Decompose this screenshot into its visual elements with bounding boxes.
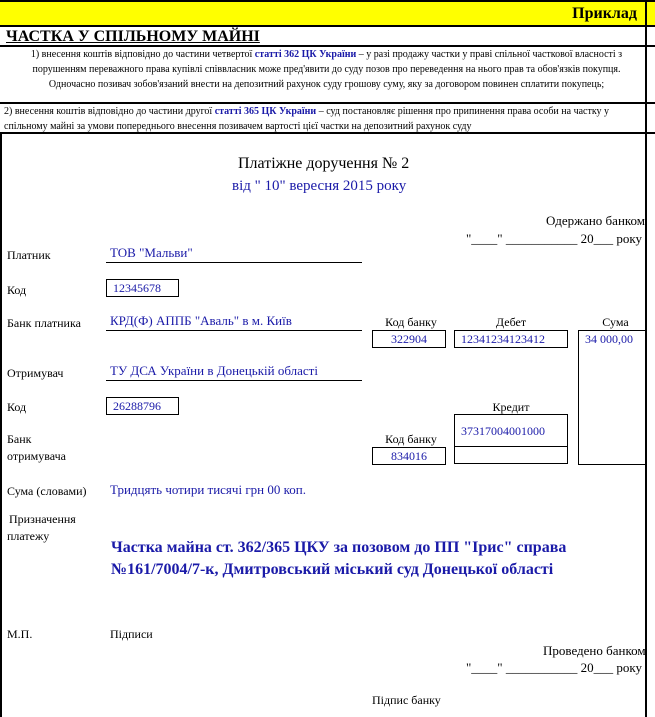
note-2-text: – суд постановляє рішення про припинення права особи на частку у спільному майні за умови попереднього внесення позивачем вартості цієї частки на депозитний рахунок суду	[4, 106, 610, 132]
recipient-code: 26288796	[106, 397, 179, 415]
banner-label: Приклад	[572, 5, 637, 22]
debit-header: Дебет	[495, 315, 527, 329]
sum-words-label: Сума (словами)	[7, 484, 87, 498]
received-label: Одержано банком	[546, 213, 646, 228]
signatures-label: Підписи	[110, 627, 153, 641]
stamp-label: М.П.	[7, 627, 33, 641]
recipient-label: Отримувач	[7, 366, 64, 380]
note-1-link[interactable]: статті 362 ЦК України	[254, 49, 357, 60]
payer-code-label: Код	[7, 283, 27, 297]
order-date: від " 10" вересня 2015 року	[232, 178, 407, 194]
received-date: "____" ___________ 20___ року	[466, 231, 642, 246]
debit-account: 12341234123412	[454, 330, 568, 348]
border-left	[0, 132, 2, 717]
processed-label: Проведено банком	[543, 643, 646, 658]
payer-name: ТОВ "Мальви"	[106, 245, 362, 263]
note-1	[14, 47, 639, 92]
payer-bank-code-header: Код банку	[385, 315, 437, 329]
recipient-bank-code-header: Код банку	[385, 432, 437, 446]
recipient-bank-code: 834016	[372, 447, 446, 465]
purpose-label: Призначення	[9, 512, 76, 526]
note-1-text: – у разі продажу частки у праві спільної часткової власності з порушенням переважного права купівлі співвласник може пред'явити до суду позов про переведення на нього прав та обов'язків покупця. Одночасно позивач зобов'язаний внести на депозитний рахунок суду грошову суму, яку за договором повинен сплатити покупець;	[32, 49, 623, 90]
sum-header: Сума	[602, 315, 629, 329]
note-2-prefix: 2) внесення коштів відповідно до частини другої	[4, 106, 215, 117]
payer-bank: КРД(Ф) АППБ "Аваль" в м. Київ	[106, 313, 362, 331]
processed-date: "____" ___________ 20___ року	[466, 660, 642, 675]
payer-bank-label: Банк платника	[7, 316, 81, 330]
note-2-link[interactable]: статті 365 ЦК України	[214, 106, 317, 117]
purpose-label-2: платежу	[7, 529, 50, 543]
example-banner	[0, 0, 655, 27]
credit-account: 37317004001000	[454, 414, 568, 464]
border-right	[645, 0, 647, 717]
purpose-line-1: Частка майна ст. 362/365 ЦКУ за позовом до ПП "Ірис" справа	[111, 539, 567, 556]
sum-value: 34 000,00	[585, 332, 633, 346]
credit-divider	[454, 446, 568, 447]
note-2	[4, 104, 644, 132]
recipient-code-label: Код	[7, 400, 27, 414]
note-1-prefix: 1) внесення коштів відповідно до частини четвертої	[30, 49, 255, 60]
purpose-line-2: №161/7004/7-к, Дмитровський міський суд Донецької області	[111, 561, 554, 578]
recipient-bank-label-2: отримувача	[7, 449, 66, 463]
section-title: ЧАСТКА У СПІЛЬНОМУ МАЙНІ	[6, 28, 260, 45]
sum-box	[578, 330, 645, 465]
divider	[0, 132, 655, 134]
sum-words-value: Тридцять чотири тисячі грн 00 коп.	[110, 482, 306, 497]
credit-header: Кредит	[492, 400, 530, 414]
order-title: Платіжне доручення № 2	[238, 155, 410, 172]
recipient-name: ТУ ДСА України в Донецькій області	[106, 363, 362, 381]
bank-signature-label: Підпис банку	[372, 693, 441, 707]
payer-label: Платник	[7, 248, 51, 262]
payer-bank-code: 322904	[372, 330, 446, 348]
payer-code: 12345678	[106, 279, 179, 297]
recipient-bank-label: Банк	[7, 432, 32, 446]
